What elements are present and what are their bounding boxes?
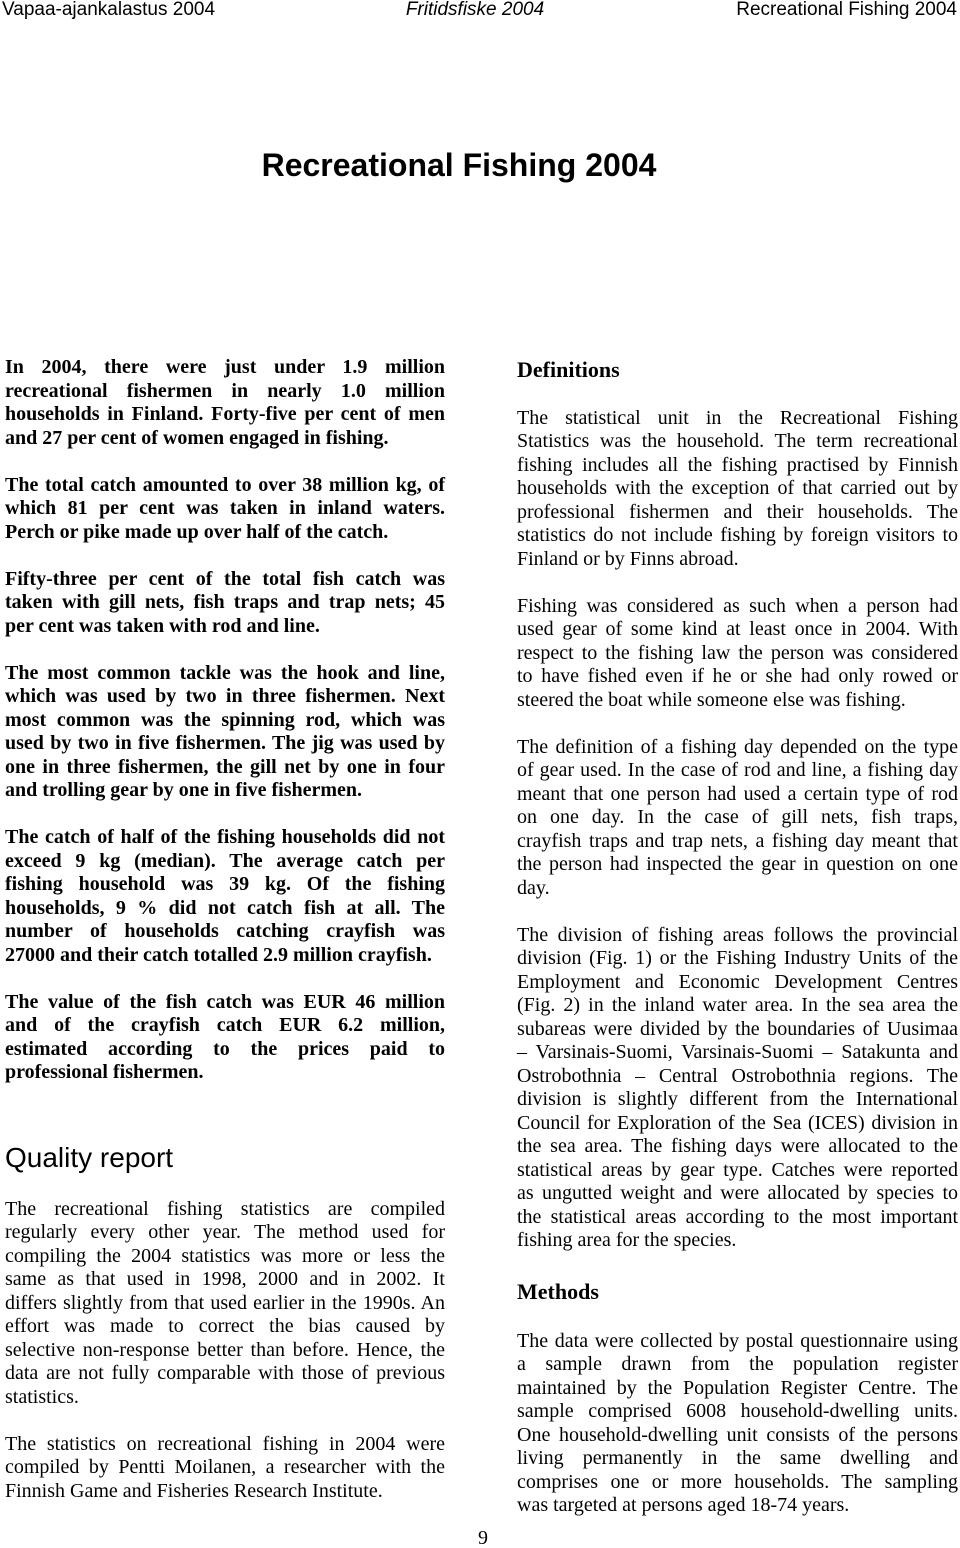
- text-line: differs slightly from that used earlier in the 1990s. An: [5, 1291, 445, 1314]
- text-line: living permanently in the same dwelling and: [517, 1447, 958, 1469]
- text-line: the statistical areas according to the most important: [517, 1205, 958, 1228]
- text-line: meant that one person had used a certain type of rod: [517, 782, 958, 805]
- text-line: 27000 and their catch totalled 2.9 million crayfish.: [5, 943, 432, 966]
- summary-paragraph: [5, 826, 445, 967]
- text-line: statistical areas by gear type. Catches were reported: [517, 1158, 958, 1181]
- methods-paragraph: [517, 1330, 958, 1518]
- text-line: The data were collected by postal questionnaire using: [517, 1329, 958, 1352]
- text-line: maintained by the Population Register Centre. The: [517, 1376, 958, 1399]
- text-line: as ungutted weight and were allocated by species to: [517, 1182, 958, 1204]
- text-line: statistics.: [5, 1385, 79, 1408]
- text-line: which 81 per cent was taken in inland waters.: [5, 497, 445, 519]
- text-line: a sample drawn from the population register: [517, 1353, 958, 1375]
- text-line: data are not fully comparable with those of previous: [5, 1362, 445, 1384]
- quality-report-paragraph: [5, 1198, 445, 1410]
- text-line: comprises one or more households. The sampling: [517, 1470, 958, 1493]
- definitions-heading: Definitions: [517, 357, 620, 382]
- text-line: subareas were divided by the boundaries of Uusimaa: [517, 1017, 958, 1040]
- definitions-paragraph: [517, 924, 958, 1253]
- text-line: the person had inspected the gear in question on one: [517, 853, 958, 875]
- text-line: Perch or pike made up over half of the catch.: [5, 520, 389, 543]
- text-line: used gear of some kind at least once in 2004. With: [517, 618, 958, 640]
- text-line: Statistics was the household. The term recreational: [517, 430, 958, 452]
- quality-report-paragraph: [5, 1433, 445, 1504]
- text-line: The definition of a fishing day depended on the type: [517, 735, 958, 758]
- text-line: regularly every other year. The method used for: [5, 1221, 445, 1243]
- definitions-paragraph: [517, 595, 958, 713]
- text-line: The most common tackle was the hook and line,: [5, 661, 445, 684]
- text-line: The total catch amounted to over 38 million kg, of: [5, 473, 445, 496]
- quality-report-heading: Quality report: [5, 1142, 174, 1173]
- text-line: professional fishermen and their households. The: [517, 500, 958, 523]
- text-line: fishing area for the species.: [517, 1229, 737, 1251]
- text-line: In 2004, there were just under 1.9 million: [5, 356, 445, 378]
- text-line: number of households catching crayfish was: [5, 920, 445, 942]
- summary-paragraph: [5, 662, 445, 803]
- text-line: on one day. In the case of gill nets, fish traps,: [517, 806, 958, 828]
- summary-section: [5, 356, 445, 1085]
- text-line: Finnish Game and Fisheries Research Institute.: [5, 1479, 383, 1502]
- text-line: fishing includes all the fishing practised by Finnish: [517, 453, 958, 476]
- running-header-finnish-title: Vapaa-ajankalastus 2004: [2, 0, 216, 20]
- text-line: The statistics on recreational fishing in 2004 were: [5, 1432, 445, 1455]
- running-header-english-title: Recreational Fishing 2004: [736, 0, 957, 20]
- text-line: – Varsinais-Suomi, Varsinais-Suomi – Satakunta and: [517, 1041, 958, 1063]
- text-line: households in Finland. Forty-five per cent of men: [5, 403, 445, 425]
- text-line: same as that used in 1998, 2000 and in 2002. It: [5, 1268, 445, 1290]
- text-line: selective non-response better than before. Hence, the: [5, 1338, 445, 1361]
- text-line: sample comprised 6008 household-dwelling units.: [517, 1400, 958, 1422]
- definitions-paragraph: [517, 736, 958, 901]
- text-line: compiled by Pentti Moilanen, a researcher with the: [5, 1456, 445, 1478]
- text-line: the sea area. The fishing days were allocated to the: [517, 1135, 958, 1157]
- text-line: division is slightly different from the International: [517, 1088, 958, 1110]
- text-line: Fishing was considered as such when a person had: [517, 594, 958, 617]
- text-line: used by two in five fishermen. The jig was used by: [5, 732, 445, 754]
- text-line: Employment and Economic Development Centres: [517, 970, 958, 993]
- text-line: was targeted at persons aged 18-74 years.: [517, 1494, 850, 1516]
- methods-heading: Methods: [517, 1279, 599, 1304]
- text-line: The catch of half of the fishing households did not: [5, 826, 445, 848]
- text-line: households with the exception of that carried out by: [517, 477, 958, 499]
- text-line: recreational fishermen in nearly 1.0 million: [5, 379, 445, 402]
- text-line: of gear used. In the case of rod and line, a fishing day: [517, 759, 958, 781]
- text-line: households, 9 % did not catch fish at all. The: [5, 896, 445, 919]
- definitions-paragraph: [517, 407, 958, 572]
- text-line: most common was the spinning rod, which was: [5, 708, 445, 731]
- text-line: The value of the fish catch was EUR 46 million: [5, 990, 445, 1013]
- summary-paragraph: [5, 991, 445, 1085]
- text-line: Fifty-three per cent of the total fish catch was: [5, 567, 445, 590]
- text-line: professional fishermen.: [5, 1061, 204, 1083]
- page-title: Recreational Fishing 2004: [261, 147, 657, 183]
- text-line: one in three fishermen, the gill net by one in four: [5, 755, 445, 778]
- quality-report-section: [5, 1198, 445, 1504]
- text-line: division (Fig. 1) or the Fishing Industry Units of the: [517, 947, 958, 969]
- running-header-swedish-title: Fritidsfiske 2004: [405, 0, 545, 20]
- text-line: statistics do not include fishing by foreign visitors to: [517, 524, 958, 546]
- text-line: fishing household was 39 kg. Of the fishing: [5, 873, 445, 895]
- text-line: The statistical unit in the Recreational Fishing: [517, 406, 958, 429]
- definitions-section: [517, 407, 958, 1253]
- text-line: steered the boat while someone else was fishing.: [517, 688, 906, 711]
- text-line: crayfish traps and trap nets, a fishing day meant that: [517, 829, 958, 852]
- text-line: to have fished even if he or she had only rowed or: [517, 665, 958, 687]
- text-line: and 27 per cent of women engaged in fishing.: [5, 426, 389, 449]
- text-line: per cent was taken with rod and line.: [5, 614, 320, 637]
- text-line: taken with gill nets, fish traps and trap nets; 45: [5, 591, 445, 613]
- text-line: effort was made to correct the bias caused by: [5, 1315, 445, 1337]
- text-line: day.: [517, 876, 550, 899]
- summary-paragraph: [5, 474, 445, 545]
- text-line: and trolling gear by one in five fishermen.: [5, 779, 363, 801]
- summary-paragraph: [5, 568, 445, 639]
- text-line: and of the crayfish catch EUR 6.2 million,: [5, 1014, 445, 1036]
- text-line: compiling the 2004 statistics was more or less the: [5, 1244, 445, 1267]
- text-line: Ostrobothnia – Central Ostrobothnia regions. The: [517, 1064, 958, 1087]
- text-line: estimated according to the prices paid to: [5, 1037, 445, 1060]
- methods-section: [517, 1330, 958, 1518]
- text-line: The recreational fishing statistics are compiled: [5, 1197, 445, 1220]
- text-line: Finland or by Finns abroad.: [517, 547, 739, 570]
- text-line: Council for Exploration of the Sea (ICES) division in: [517, 1111, 958, 1134]
- summary-paragraph: [5, 356, 445, 450]
- text-line: One household-dwelling unit consists of the persons: [517, 1423, 958, 1446]
- text-line: The division of fishing areas follows the provincial: [517, 923, 958, 946]
- text-line: which was used by two in three fishermen. Next: [5, 685, 445, 707]
- text-line: exceed 9 kg (median). The average catch per: [5, 849, 445, 872]
- page-number: 9: [478, 1527, 488, 1548]
- text-line: respect to the fishing law the person was considered: [517, 641, 958, 664]
- text-line: (Fig. 2) in the inland water area. In the sea area the: [517, 994, 958, 1016]
